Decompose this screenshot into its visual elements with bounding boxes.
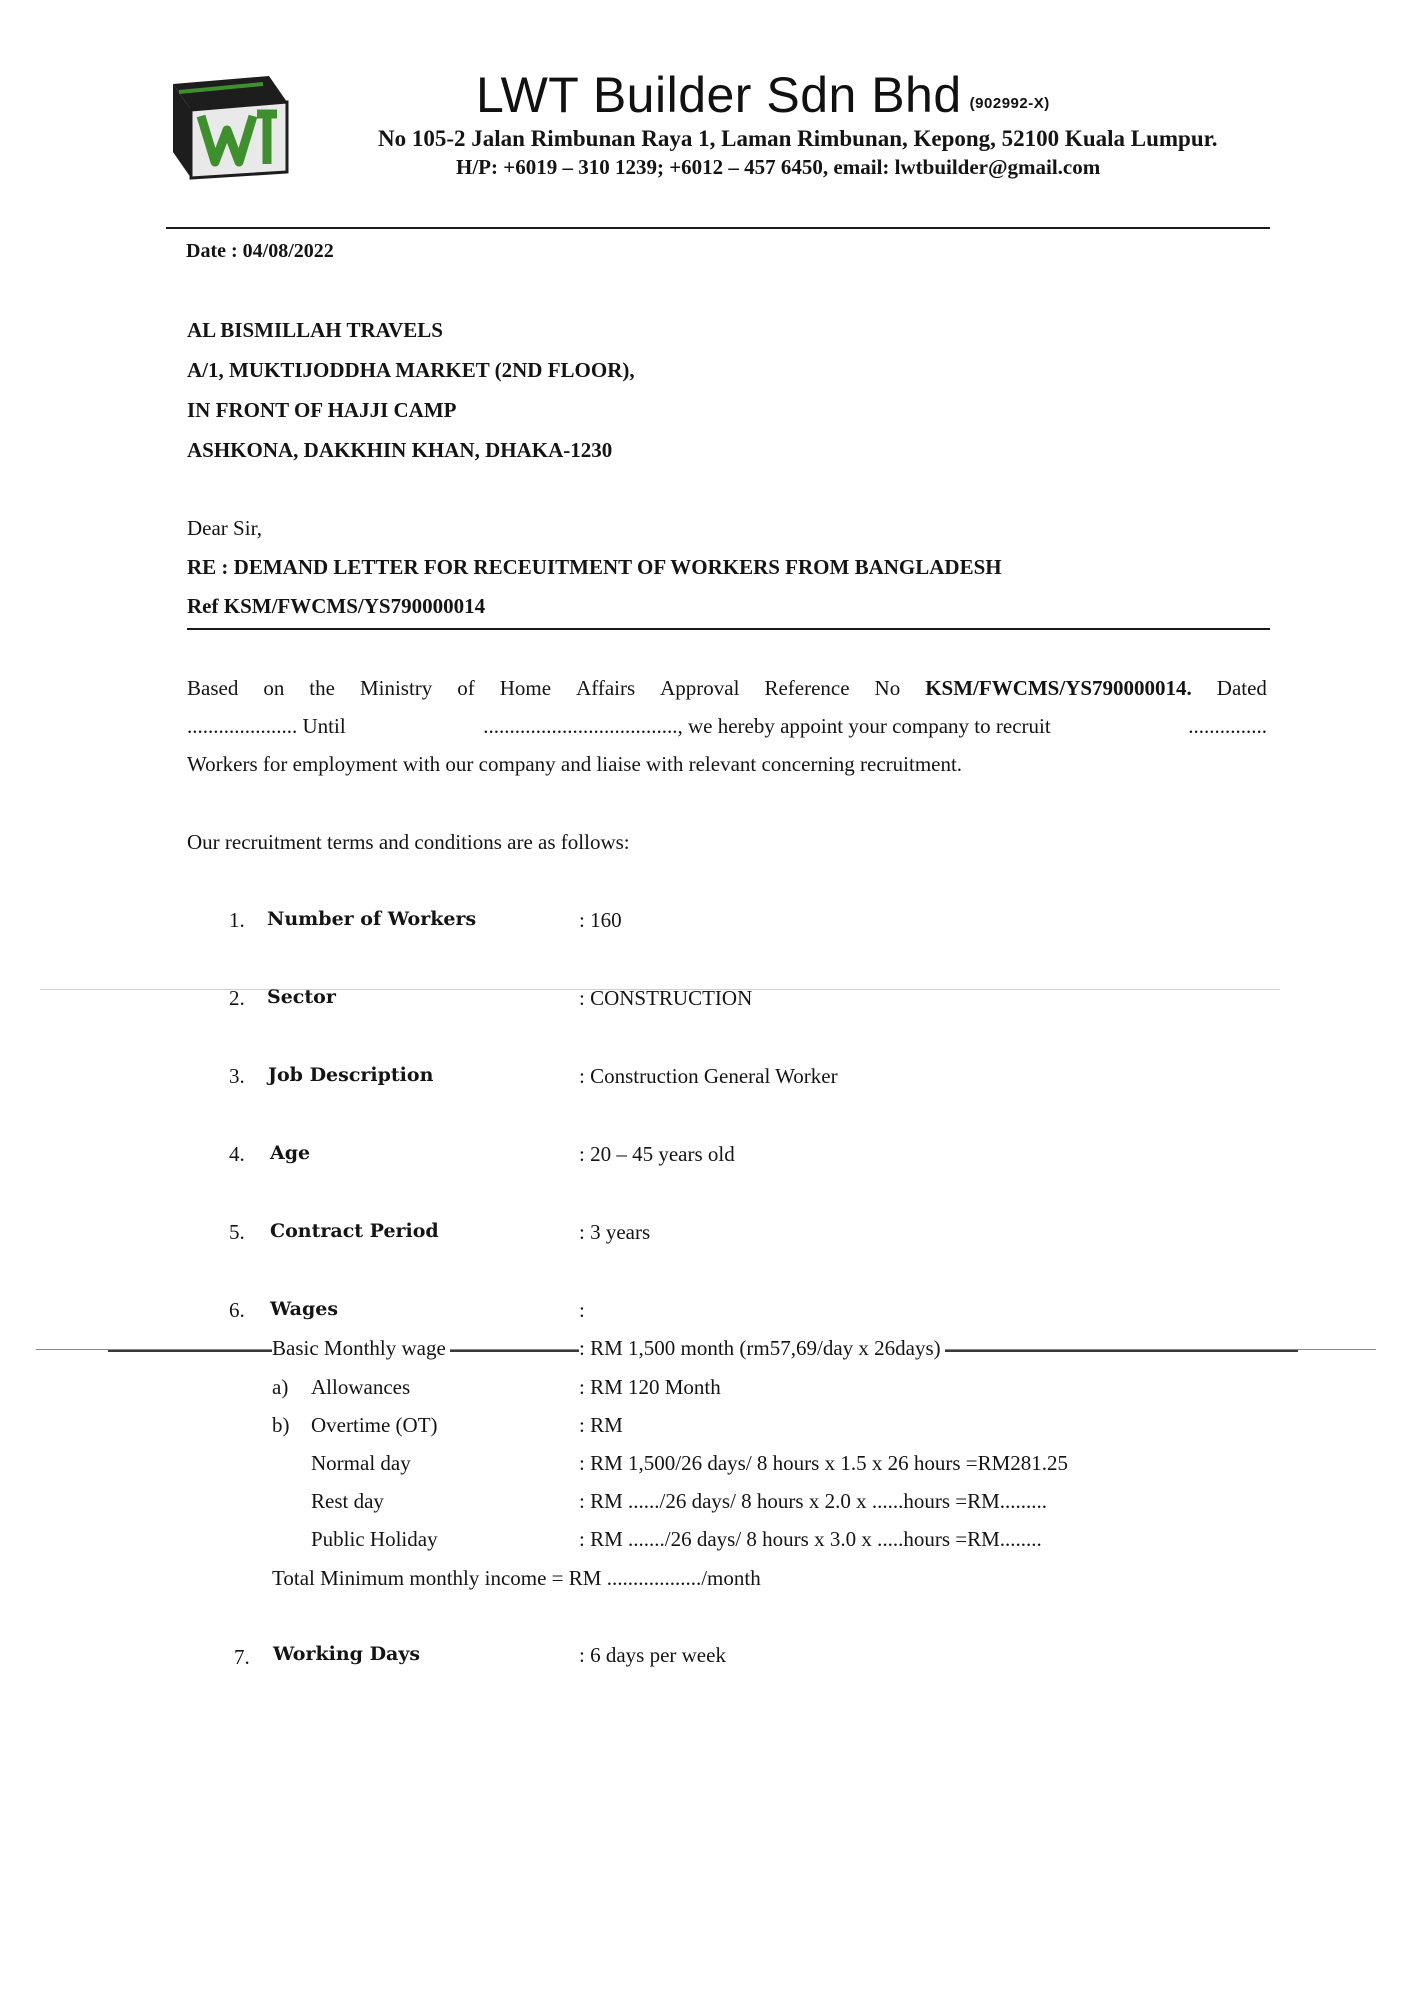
- body-word: No: [874, 676, 901, 700]
- term-number: 2.: [229, 986, 245, 1010]
- company-logo-icon: [165, 72, 291, 180]
- company-address: No 105-2 Jalan Rimbunan Raya 1, Laman Rimbunan, Kepong, 52100 Kuala Lumpur.: [378, 126, 1218, 151]
- wage-item-marker: a): [272, 1375, 289, 1399]
- term-number: 6.: [229, 1298, 245, 1322]
- body-line-2: [187, 714, 1267, 739]
- term-label: Contract Period: [270, 1220, 439, 1242]
- reference-line: Ref KSM/FWCMS/YS790000014: [187, 594, 486, 618]
- term-label: Age: [270, 1142, 311, 1164]
- recipient-line-1: AL BISMILLAH TRAVELS: [187, 318, 443, 342]
- term-value: : Construction General Worker: [579, 1064, 838, 1088]
- term-value: : 3 years: [579, 1220, 651, 1244]
- company-name: [476, 66, 1050, 124]
- body-word: on: [263, 676, 285, 700]
- term-number: 1.: [229, 908, 245, 932]
- subject-divider: [187, 628, 1270, 630]
- term-value: : CONSTRUCTION: [579, 986, 753, 1010]
- body-part: ....................................., we hereby appoint your company to recruit: [483, 714, 1051, 738]
- term-value: :: [579, 1298, 585, 1322]
- term-value: : 20 – 45 years old: [579, 1142, 735, 1166]
- recipient-line-4: ASHKONA, DAKKHIN KHAN, DHAKA-1230: [187, 438, 613, 462]
- body-line-1: [187, 676, 1267, 701]
- body-word: Affairs: [576, 676, 636, 700]
- subject-line: RE : DEMAND LETTER FOR RECEUITMENT OF WORKERS FROM BANGLADESH: [187, 555, 1002, 579]
- approval-reference: KSM/FWCMS/YS790000014.: [925, 676, 1192, 700]
- body-word: Based: [187, 676, 239, 700]
- total-monthly-income: Total Minimum monthly income = RM ................../month: [272, 1566, 761, 1590]
- normal-day-label: Normal day: [311, 1451, 411, 1475]
- basic-wage-label: Basic Monthly wage: [272, 1336, 450, 1361]
- terms-intro: Our recruitment terms and conditions are as follows:: [187, 830, 630, 854]
- body-word: Approval: [660, 676, 740, 700]
- term-label: Number of Workers: [267, 908, 477, 930]
- term-number: 5.: [229, 1220, 245, 1244]
- wage-item-marker: b): [272, 1413, 290, 1437]
- term-label: Sector: [267, 986, 336, 1008]
- body-word: of: [457, 676, 475, 700]
- rest-day-value: : RM ....../26 days/ 8 hours x 2.0 x ......hours =RM.........: [579, 1489, 1048, 1513]
- company-name-text: LWT Builder Sdn Bhd: [476, 67, 962, 123]
- recipient-line-2: A/1, MUKTIJODDHA MARKET (2ND FLOOR),: [187, 358, 635, 382]
- body-part: ...............: [1188, 714, 1267, 738]
- term-label: Job Description: [268, 1064, 434, 1086]
- header-divider: [166, 227, 1270, 229]
- term-label: Wages: [270, 1298, 339, 1320]
- recipient-line-3: IN FRONT OF HAJJI CAMP: [187, 398, 457, 422]
- body-word: the: [309, 676, 335, 700]
- public-holiday-value: : RM ......./26 days/ 8 hours x 3.0 x .....hours =RM........: [579, 1527, 1042, 1551]
- letter-date: Date : 04/08/2022: [186, 240, 334, 262]
- term-number: 3.: [229, 1064, 245, 1088]
- term-number: 7.: [234, 1645, 250, 1669]
- company-registration: (902992-X): [969, 95, 1050, 112]
- body-word: Dated: [1216, 676, 1267, 700]
- allowances-label: Allowances: [311, 1375, 411, 1399]
- term-value: : 160: [579, 908, 622, 932]
- body-word: Home: [499, 676, 552, 700]
- allowances-value: : RM 120 Month: [579, 1375, 721, 1399]
- term-label: Working Days: [273, 1643, 421, 1665]
- overtime-label: Overtime (OT): [311, 1413, 438, 1437]
- body-word: Reference: [764, 676, 850, 700]
- body-word: Ministry: [359, 676, 433, 700]
- overtime-value: : RM: [579, 1413, 623, 1437]
- term-number: 4.: [229, 1142, 245, 1166]
- basic-wage-value: : RM 1,500 month (rm57,69/day x 26days): [579, 1336, 945, 1361]
- company-contact: H/P: +6019 – 310 1239; +6012 – 457 6450, email: lwtbuilder@gmail.com: [456, 155, 1101, 179]
- term-value: : 6 days per week: [579, 1643, 726, 1667]
- salutation: Dear Sir,: [187, 516, 262, 540]
- public-holiday-label: Public Holiday: [311, 1527, 438, 1551]
- body-part: ..................... Until: [187, 714, 346, 738]
- rest-day-label: Rest day: [311, 1489, 384, 1513]
- body-line-3: Workers for employment with our company and liaise with relevant concerning recruitment.: [187, 752, 963, 776]
- normal-day-value: : RM 1,500/26 days/ 8 hours x 1.5 x 26 hours =RM281.25: [579, 1451, 1069, 1475]
